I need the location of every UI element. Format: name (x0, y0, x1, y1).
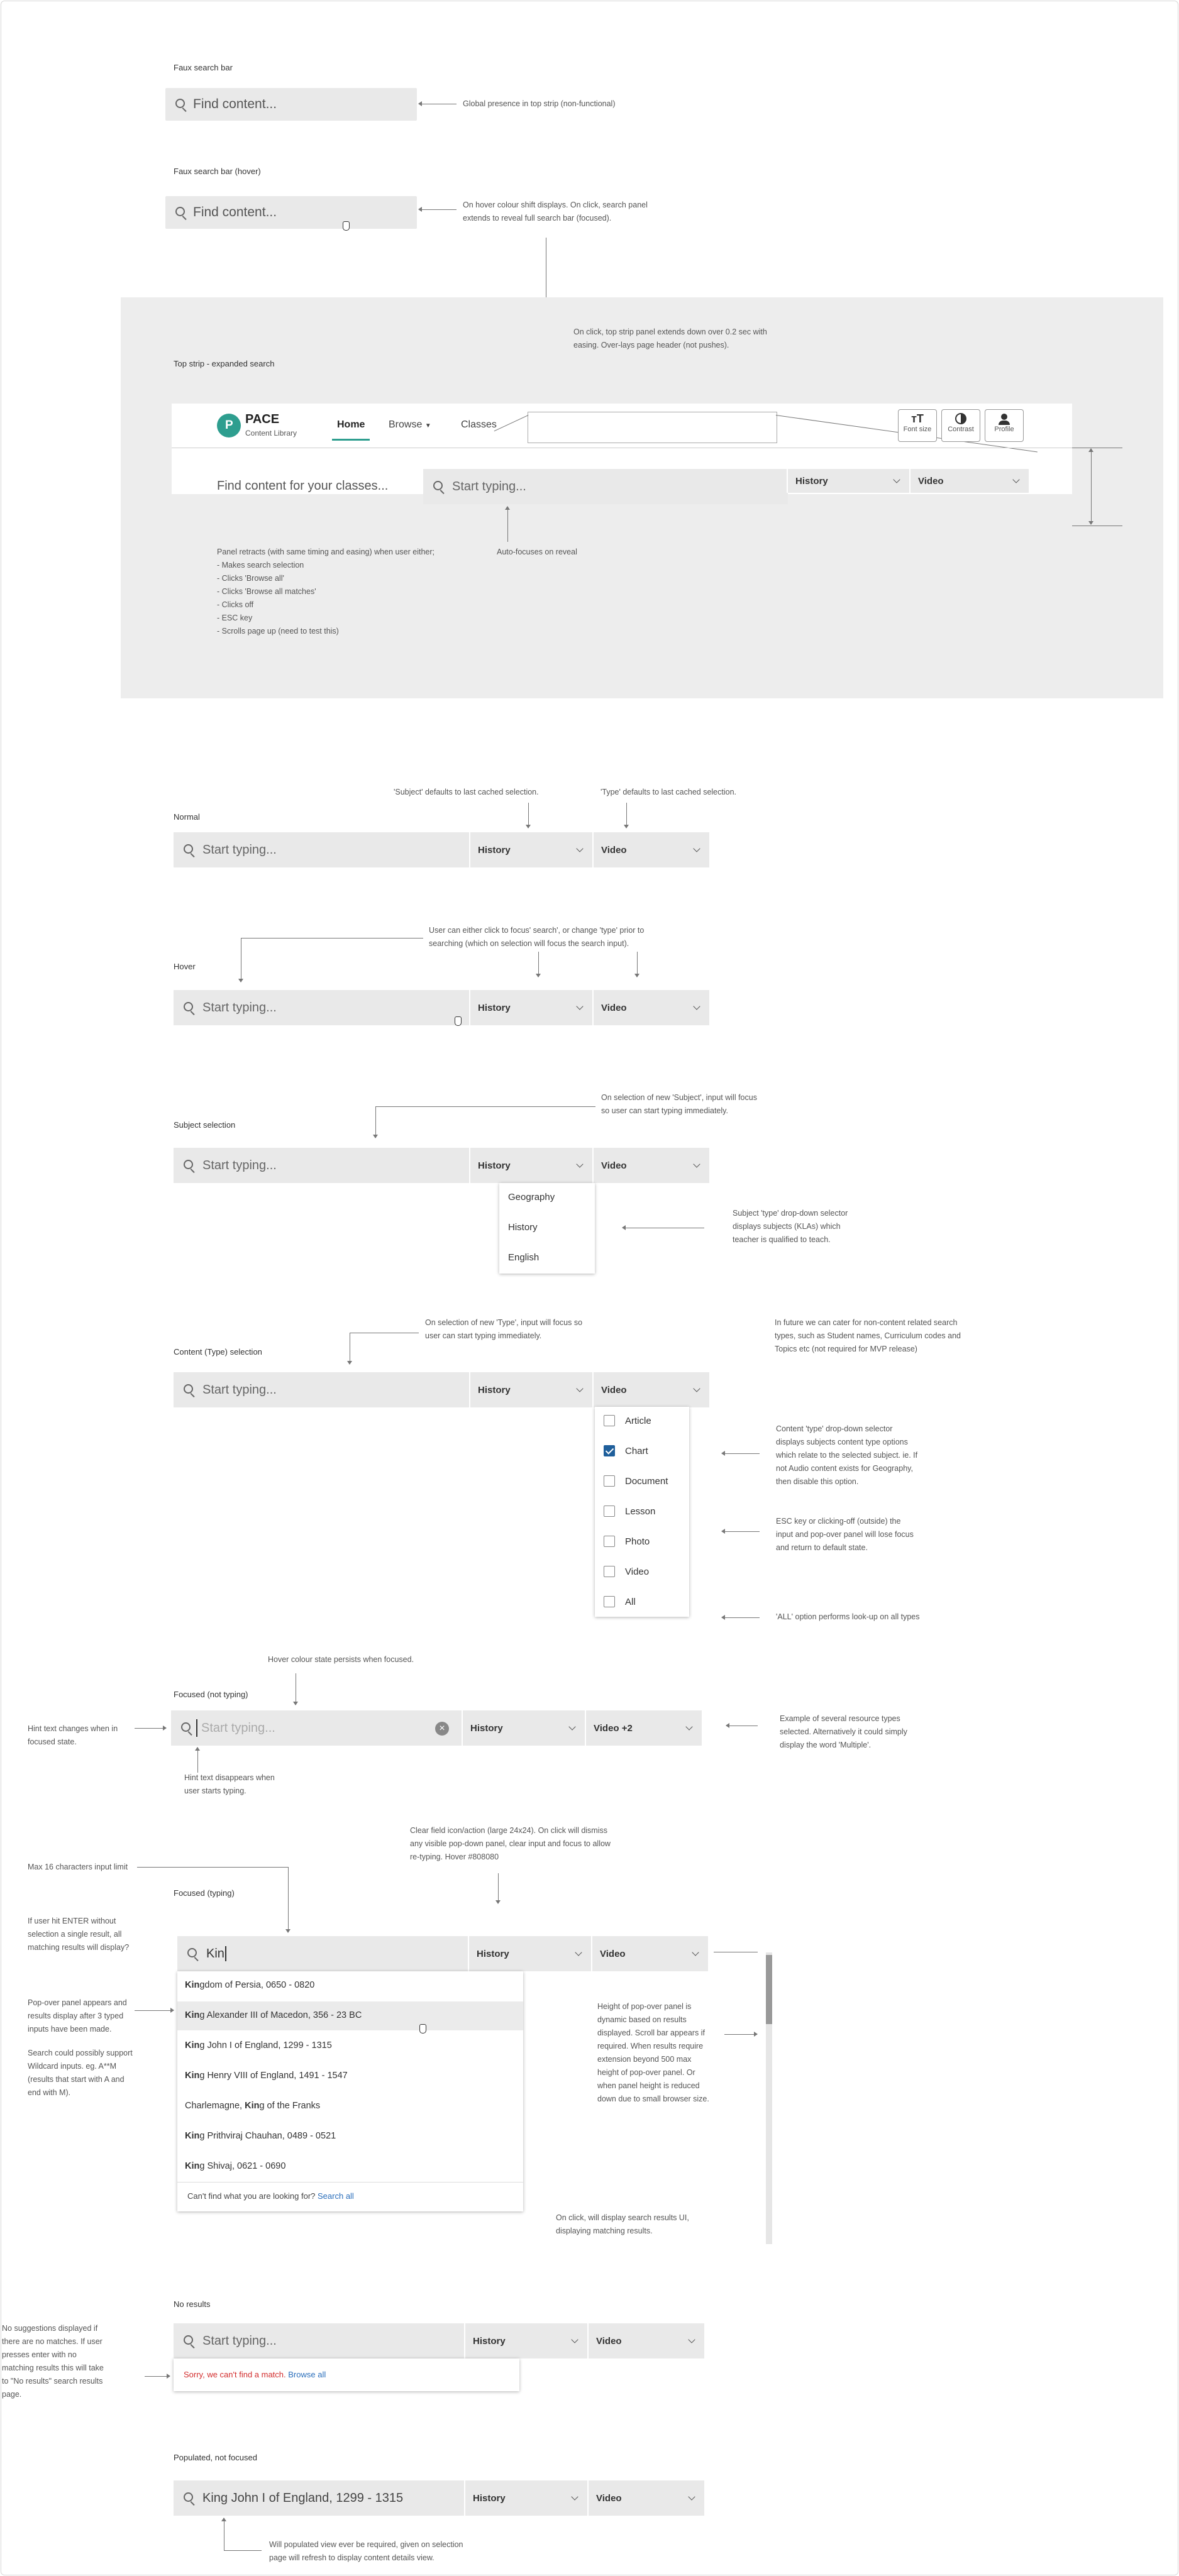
text-caret (196, 1719, 197, 1737)
contrast-button[interactable] (941, 409, 980, 442)
annotation-arrow (637, 952, 638, 977)
result-item[interactable] (185, 2040, 332, 2050)
annotation-arrow (498, 1873, 499, 1903)
result-item[interactable] (185, 1980, 314, 1990)
search-input-no-results[interactable] (174, 2323, 464, 2359)
type-option[interactable]: Photo (625, 1536, 650, 1547)
result-match: Kin (185, 2010, 200, 2020)
annotation-line: extension beyond 500 max (597, 2055, 692, 2064)
type-menu (595, 1407, 689, 1617)
annotation-wildcard (28, 2047, 133, 2100)
annotation-line: presses enter with no (2, 2350, 77, 2359)
logo-sub: Content Library (245, 429, 297, 438)
font-size-button[interactable] (898, 409, 937, 442)
search-icon (184, 2492, 195, 2504)
expanded-placeholder: Start typing... (452, 479, 526, 493)
search-input-focused[interactable] (171, 1710, 462, 1746)
annotation-line: matching results will display? (28, 1943, 130, 1952)
type-dropdown[interactable] (587, 2480, 704, 2516)
subject-option[interactable]: History (508, 1222, 538, 1233)
annotation-line: displays subjects (KLAs) which (733, 1222, 841, 1231)
result-text: g of the Franks (259, 2101, 321, 2111)
expanded-search-input[interactable] (423, 469, 788, 504)
annotation-line: which relate to the selected subject. ie. If (776, 1451, 918, 1460)
faux-search-bar-hover[interactable] (165, 196, 417, 229)
subject-value: History (473, 2335, 506, 2347)
search-value-populated: King John I of England, 1299 - 1315 (202, 2491, 404, 2505)
placeholder-hover: Start typing... (202, 1000, 277, 1015)
checkbox-photo[interactable] (604, 1536, 615, 1547)
results-popover (177, 1971, 523, 2211)
chevron-down-icon (575, 1949, 582, 1956)
annotation-line: displays subjects content type options (776, 1438, 908, 1446)
scrollbar-thumb[interactable] (766, 1955, 772, 2024)
chevron-down-icon (685, 1723, 692, 1730)
nav-active-underline (332, 439, 370, 441)
annotation-type-side-b (776, 1515, 914, 1555)
annotation-autofocus: Auto-focuses on reveal (497, 548, 577, 556)
result-item[interactable] (185, 2131, 336, 2141)
annotation-arrow (197, 1748, 198, 1773)
type-value: Video (596, 2492, 622, 2504)
cant-find-text: Can't find what you are looking for? (187, 2191, 316, 2201)
annotation-line: any visible pop-down panel, clear input and focus to allow (410, 1839, 611, 1848)
browse-all-link[interactable]: Browse all (288, 2370, 326, 2379)
checkbox-chart[interactable] (604, 1445, 615, 1456)
annotation-line: results display after 3 typed (28, 2012, 124, 2020)
annotation-line: Height of pop-over panel is (597, 2002, 692, 2011)
annotation-enter (28, 1915, 129, 1954)
annotation-line: Hint text changes when in (28, 1724, 118, 1733)
annotation-arrow (626, 803, 627, 828)
search-icon (184, 1002, 195, 1013)
checkbox-lesson[interactable] (604, 1505, 615, 1517)
type-dropdown-open[interactable] (592, 1372, 709, 1407)
contrast-icon (955, 413, 966, 424)
result-match: Kin (185, 2131, 200, 2141)
annotation-retract (217, 546, 435, 638)
annotation-arrow (724, 2034, 757, 2035)
type-value: Video +2 (594, 1722, 633, 1734)
placeholder-no-results: Start typing... (202, 2333, 277, 2348)
annotation-no-results (2, 2322, 104, 2401)
search-all-link[interactable]: Search all (318, 2191, 354, 2201)
search-input-normal[interactable] (174, 832, 469, 867)
chevron-down-icon (571, 2336, 578, 2343)
annotation-arrow (135, 1728, 166, 1729)
annotation-line: required. When results require (597, 2042, 704, 2050)
search-input-typing[interactable] (177, 1936, 468, 1971)
annotation-line: there are no matches. If user (2, 2337, 102, 2346)
type-dropdown[interactable] (592, 1148, 709, 1183)
section-title-subject: Subject selection (174, 1120, 236, 1130)
subject-dropdown[interactable] (464, 2323, 587, 2359)
annotation-type-side-a (776, 1423, 917, 1489)
result-text: gdom of Persia, 0650 - 0820 (199, 1980, 315, 1990)
profile-icon-body (999, 421, 1010, 425)
type-option[interactable]: Chart (625, 1446, 648, 1456)
result-text: g John I of England, 1299 - 1315 (199, 2040, 332, 2050)
chevron-down-icon (571, 2493, 578, 2500)
annotation-line: Will populated view ever be required, given on selection (269, 2540, 463, 2549)
result-match: Kin (185, 1980, 200, 1990)
annotation-line: Hint text disappears when (184, 1773, 275, 1782)
placeholder-type: Start typing... (202, 1382, 277, 1397)
annotation-focus-top: Hover colour state persists when focused. (268, 1655, 414, 1664)
annotation-arrow (288, 1867, 289, 1932)
annotation-line: page will refresh to display content details view. (269, 2553, 435, 2562)
section-title-expanded: Top strip - expanded search (174, 359, 275, 368)
subject-dropdown[interactable] (468, 1936, 591, 1971)
type-value: Video (601, 1002, 627, 1013)
annotation-subject-default: 'Subject' defaults to last cached selection. (394, 788, 539, 796)
annotation-expand-1: On click, top strip panel extends down over 0.2 sec with (573, 328, 767, 336)
section-title-focused: Focused (not typing) (174, 1690, 248, 1699)
section-title-faux: Faux search bar (174, 63, 233, 72)
result-item[interactable] (185, 2010, 362, 2020)
faux-search-bar[interactable] (165, 88, 417, 121)
result-match: Kin (185, 2071, 200, 2081)
result-match: Kin (185, 2040, 200, 2050)
annotation-arrow (722, 1531, 760, 1532)
checkbox-video[interactable] (604, 1566, 615, 1577)
annotation-subject-2: so user can start typing immediately. (601, 1106, 728, 1115)
type-dropdown[interactable] (587, 2323, 704, 2359)
annotation-line: Example of several resource types (780, 1714, 900, 1723)
type-dropdown[interactable] (591, 1936, 708, 1971)
expanded-lead: Find content for your classes... (217, 479, 389, 493)
annotation-height (597, 2000, 709, 2106)
annotation-line: user starts typing. (184, 1786, 246, 1795)
annotation-line: displayed. Scroll bar appears if (597, 2028, 705, 2037)
no-results-message (184, 2370, 326, 2379)
search-value-typing: Kin (206, 1946, 224, 1961)
annotation-line: when panel height is reduced (597, 2081, 700, 2090)
font-size-label: Font size (903, 426, 932, 433)
popover-footer (187, 2191, 354, 2201)
annotation-arrow (507, 507, 508, 542)
annotation-arrow (722, 1453, 760, 1454)
hand-cursor-icon (453, 1015, 463, 1028)
subject-value: History (473, 2492, 506, 2504)
type-value: Video (596, 2335, 622, 2347)
annotation-line: Subject 'type' drop-down selector (733, 1209, 848, 1218)
search-icon (184, 1160, 195, 1171)
placeholder-subject: Start typing... (202, 1158, 277, 1172)
annotation-arrow (224, 2550, 262, 2551)
chevron-down-icon (692, 1949, 699, 1956)
subject-option[interactable]: English (508, 1252, 540, 1263)
annotation-focus-left (28, 1722, 118, 1749)
annotation-arrow (375, 1106, 595, 1107)
section-title-hover: Hover (174, 962, 196, 971)
search-input-type[interactable] (174, 1372, 469, 1407)
annotation-line: Wildcard inputs. eg. A**M (28, 2062, 117, 2071)
annotation-onclick (556, 2211, 689, 2238)
placeholder-focused: Start typing... (201, 1720, 275, 1735)
annotation-arrow (419, 209, 457, 210)
subject-value: History (478, 1384, 511, 1395)
type-dropdown[interactable] (909, 469, 1029, 493)
annotation-line: selection a single result, all (28, 1930, 122, 1939)
type-value: Video (600, 1948, 626, 1959)
chevron-down-icon (576, 1385, 583, 1392)
chevron-down-icon (688, 2336, 695, 2343)
subject-dropdown[interactable] (469, 990, 592, 1025)
annotation-line: dynamic based on results (597, 2015, 687, 2024)
no-results-popover (174, 2359, 519, 2391)
annotation-line: If user hit ENTER without (28, 1917, 116, 1925)
annotation-line: display the word 'Multiple'. (780, 1741, 872, 1749)
annotation-line: selected. Alternatively it could simply (780, 1727, 907, 1736)
search-icon (184, 2335, 195, 2347)
sorry-text: Sorry, we can't find a match. (184, 2370, 286, 2379)
chevron-down-icon (893, 476, 900, 483)
retract-line: - Clicks 'Browse all' (217, 574, 284, 583)
hand-cursor-icon (418, 2023, 428, 2035)
annotation-line: end with M). (28, 2088, 71, 2097)
annotation-line: not Audio content exists for Geography, (776, 1464, 913, 1473)
annotation-line: input and pop-over panel will lose focus (776, 1530, 914, 1539)
dimension-arrow (1091, 449, 1092, 524)
annotation-arrow (137, 1867, 288, 1868)
contrast-label: Contrast (948, 426, 974, 433)
result-text: Charlemagne, (185, 2101, 245, 2111)
placeholder-normal: Start typing... (202, 842, 277, 857)
annotation-arrow (375, 1106, 376, 1138)
annotation-arrow (528, 803, 529, 828)
hand-cursor-icon (341, 220, 351, 233)
annotation-line: height of pop-over panel. Or (597, 2068, 695, 2077)
annotation-subject-side (733, 1207, 848, 1247)
subject-value: History (795, 475, 828, 487)
annotation-hover-1: User can either click to focus' search', or change 'type' prior to (429, 926, 645, 935)
subject-value: History (478, 1160, 511, 1171)
annotation-line: ESC key or clicking-off (outside) the (776, 1517, 901, 1526)
subject-value: History (477, 1948, 509, 1959)
subject-dropdown[interactable] (469, 832, 592, 867)
subject-dropdown[interactable] (462, 1710, 585, 1746)
type-option[interactable]: Video (625, 1566, 650, 1577)
annotation-line: inputs have been made. (28, 2025, 112, 2034)
annotation-expand-2: easing. Over-lays page header (not pushes). (573, 341, 729, 350)
clear-icon[interactable]: × (435, 1722, 449, 1736)
section-title-typing: Focused (typing) (174, 1888, 235, 1898)
annotation-arrow (145, 2376, 170, 2377)
retract-line: - Clicks off (217, 600, 254, 609)
retract-line: Panel retracts (with same timing and easing) when user either; (217, 548, 435, 556)
result-text: g Henry VIII of England, 1491 - 1547 (199, 2071, 348, 2081)
chevron-down-icon (688, 2493, 695, 2500)
annotation-focus-right (780, 1712, 907, 1752)
search-icon (187, 1948, 199, 1959)
result-item[interactable] (185, 2161, 285, 2171)
retract-line: - Scrolls page up (need to test this) (217, 627, 339, 636)
annotation-line: No suggestions displayed if (2, 2324, 98, 2333)
annotation-line: Pop-over panel appears and (28, 1998, 127, 2007)
result-item[interactable] (185, 2071, 348, 2081)
subject-value: History (478, 844, 511, 856)
annotation-line: (results that start with A and (28, 2075, 125, 2084)
faux-hover-placeholder: Find content... (193, 205, 277, 219)
type-option[interactable]: Lesson (625, 1506, 656, 1517)
chevron-down-icon (693, 1385, 700, 1392)
result-item[interactable] (185, 2101, 320, 2111)
subject-menu (499, 1183, 595, 1274)
annotation-line: displaying matching results. (556, 2226, 653, 2235)
checkbox-article[interactable] (604, 1415, 615, 1426)
subject-value: History (478, 1002, 511, 1013)
annotation-faux-hover-2: extends to reveal full search bar (focused). (463, 214, 612, 223)
type-dropdown[interactable] (592, 990, 709, 1025)
logo-brand: PACE (245, 412, 280, 426)
search-input-subject[interactable] (174, 1148, 469, 1183)
result-text: g Shivaj, 0621 - 0690 (199, 2161, 286, 2171)
annotation-line: and return to default state. (776, 1543, 868, 1552)
pace-logo-icon: P (217, 414, 241, 438)
caret-down-icon: ▼ (424, 422, 431, 429)
annotation-line: then disable this option. (776, 1477, 859, 1486)
annotation-line: On click, will display search results UI, (556, 2213, 689, 2222)
chevron-down-icon (693, 1160, 700, 1167)
retract-line: - Makes search selection (217, 561, 304, 570)
annotation-line: types, such as Student names, Curriculum codes and (775, 1331, 961, 1340)
chevron-down-icon (1012, 476, 1019, 483)
annotation-arrow (722, 1617, 760, 1618)
annotation-line: Topics etc (not required for MVP release) (775, 1345, 917, 1353)
faux-placeholder: Find content... (193, 97, 277, 111)
annotation-type-1: On selection of new 'Type', input will focus so (425, 1318, 583, 1327)
annotation-arrow (135, 2010, 174, 2011)
chevron-down-icon (576, 1160, 583, 1167)
result-match: Kin (245, 2101, 260, 2111)
type-dropdown[interactable] (592, 832, 709, 867)
subject-option[interactable]: Geography (508, 1192, 555, 1203)
annotation-type-2: user can start typing immediately. (425, 1331, 542, 1340)
type-option[interactable]: Article (625, 1416, 651, 1426)
checkbox-document[interactable] (604, 1475, 615, 1487)
annotation-max: Max 16 characters input limit (28, 1863, 128, 1871)
section-title-no-results: No results (174, 2299, 211, 2309)
font-size-icon: тT (911, 412, 924, 425)
search-icon (184, 1384, 195, 1395)
section-title-normal: Normal (174, 812, 200, 822)
annotation-line: teacher is qualified to teach. (733, 1235, 831, 1244)
nav-browse[interactable] (389, 419, 431, 431)
section-title-type: Content (Type) selection (174, 1347, 262, 1357)
type-dropdown[interactable] (585, 1710, 702, 1746)
profile-icon (1001, 414, 1007, 420)
annotation-line: to "No results" search results (2, 2377, 103, 2386)
retract-line: - Clicks 'Browse all matches' (217, 587, 316, 596)
nav-classes[interactable]: Classes (461, 419, 497, 430)
annotation-type-default: 'Type' defaults to last cached selection. (601, 788, 737, 796)
annotation-line: In future we can cater for non-content related search (775, 1318, 958, 1327)
annotation-faux-hover-1: On hover colour shift displays. On click, search panel (463, 201, 648, 209)
annotation-type-side-c: 'ALL' option performs look-up on all types (776, 1612, 920, 1621)
search-icon (175, 99, 187, 110)
type-option[interactable]: Document (625, 1476, 668, 1487)
annotation-hover-2: searching (which on selection will focus the search input). (429, 939, 629, 948)
search-input-hover[interactable] (174, 990, 469, 1025)
chevron-down-icon (576, 1003, 583, 1010)
nav-home[interactable]: Home (337, 419, 365, 430)
search-icon (184, 844, 195, 856)
subject-value: History (470, 1722, 503, 1734)
result-match: Kin (185, 2161, 200, 2171)
annotation-line: re-typing. Hover #808080 (410, 1852, 499, 1861)
result-text: g Alexander III of Macedon, 356 - 23 BC (199, 2010, 362, 2020)
chevron-down-icon (576, 845, 583, 852)
annotation-line: down due to small browser size. (597, 2094, 709, 2103)
subject-dropdown[interactable] (464, 2480, 587, 2516)
search-icon (181, 1722, 192, 1734)
type-option[interactable]: All (625, 1597, 636, 1607)
section-title-faux-hover: Faux search bar (hover) (174, 167, 261, 176)
checkbox-all[interactable] (604, 1596, 615, 1607)
annotation-focus-below (184, 1771, 275, 1798)
result-text: g Prithviraj Chauhan, 0489 - 0521 (199, 2131, 336, 2141)
chevron-down-icon (568, 1723, 575, 1730)
chevron-down-icon (693, 845, 700, 852)
annotation-line: Clear field icon/action (large 24x24). On click will dismiss (410, 1826, 608, 1835)
annotation-popover (28, 1996, 127, 2036)
faux-search-outline (528, 412, 777, 443)
annotation-clear (410, 1824, 611, 1864)
annotation-faux: Global presence in top strip (non-functional) (463, 99, 616, 108)
annotation-line: matching results this will take (2, 2364, 104, 2372)
type-value: Video (601, 844, 627, 856)
chevron-down-icon (693, 1003, 700, 1010)
annotation-subject-1: On selection of new 'Subject', input will focus (601, 1093, 757, 1102)
annotation-line: Content 'type' drop-down selector (776, 1424, 893, 1433)
search-icon (433, 481, 445, 492)
profile-label: Profile (994, 426, 1014, 433)
section-title-populated: Populated, not focused (174, 2453, 257, 2462)
type-value: Video (601, 1384, 627, 1395)
search-input-populated[interactable] (174, 2480, 464, 2516)
text-caret (225, 1946, 226, 1961)
type-value: Video (601, 1160, 627, 1171)
profile-button[interactable] (985, 409, 1024, 442)
scrollbar-track[interactable] (766, 1952, 772, 2244)
subject-dropdown[interactable] (787, 469, 909, 493)
retract-line: - ESC key (217, 614, 253, 622)
nav-browse-label: Browse (389, 419, 423, 430)
annotation-line: focused state. (28, 1737, 77, 1746)
annotation-line: Search could possibly support (28, 2049, 133, 2057)
annotation-populated (269, 2538, 463, 2565)
subject-dropdown[interactable] (469, 1372, 592, 1407)
annotation-arrow (538, 952, 539, 977)
type-value: Video (918, 475, 944, 487)
search-icon (175, 207, 187, 218)
subject-dropdown-open[interactable] (469, 1148, 592, 1183)
annotation-future (775, 1316, 961, 1356)
annotation-line: page. (2, 2390, 22, 2399)
